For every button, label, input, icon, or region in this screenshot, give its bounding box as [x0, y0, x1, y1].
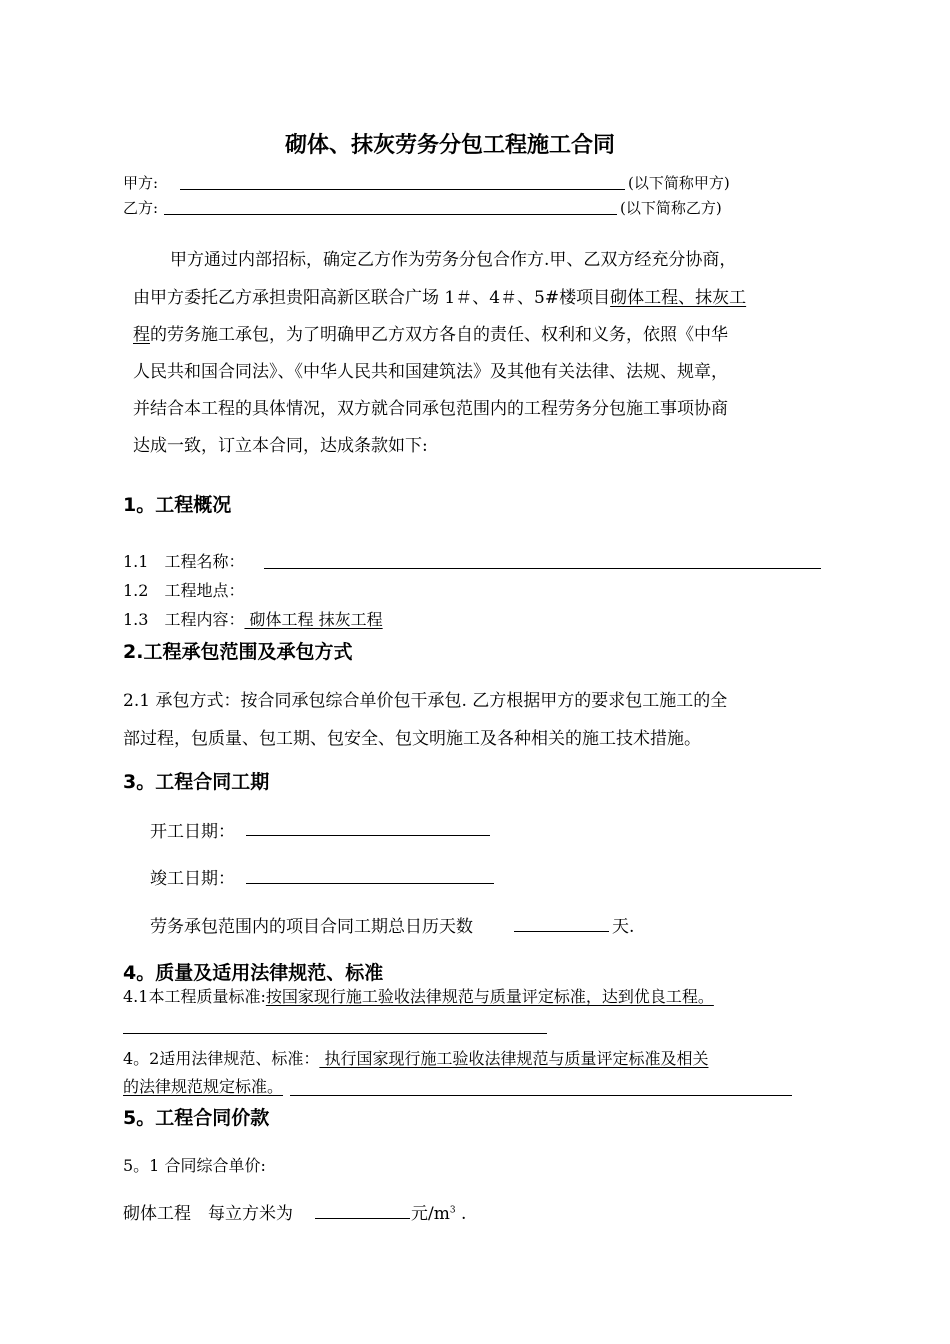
end-date-blank [246, 883, 494, 884]
start-date-blank [246, 835, 490, 836]
start-date-label: 开工日期： [150, 822, 235, 842]
party-b-blank [164, 214, 617, 215]
masonry-price-unit-text: 元/m [411, 1204, 450, 1224]
quality-standard-blank-line [123, 1033, 547, 1034]
applicable-laws-row [123, 1046, 708, 1069]
masonry-price-text: 砌体工程 每立方米为 [123, 1204, 293, 1224]
party-a-blank [180, 189, 625, 190]
end-date-label: 竣工日期： [150, 869, 235, 889]
party-a-note: (以下简称甲方) [628, 174, 730, 192]
masonry-price-blank [315, 1218, 410, 1219]
intro-line-5: 并结合本工程的具体情况，双方就合同承包范围内的工程劳务分包施工事项协商 [133, 399, 728, 419]
applicable-laws-blank-line [290, 1095, 792, 1096]
project-content-label: 1.3 工程内容： [123, 610, 245, 629]
contract-method-line-2: 部过程，包质量、包工期、包安全、包文明施工及各种相关的施工技术措施。 [123, 729, 701, 749]
quality-standard-row [123, 984, 714, 1007]
party-b-label: 乙方: [123, 199, 159, 217]
intro-line-4: 人民共和国合同法》、《中华人民共和国建筑法》及其他有关法律、法规、规章， [133, 362, 728, 382]
section-2-heading: 2.工程承包范围及承包方式 [123, 641, 353, 663]
contract-method-line-1: 2.1 承包方式：按合同承包综合单价包干承包. 乙方根据甲方的要求包工施工的全 [123, 691, 728, 711]
project-content-row [123, 607, 383, 630]
intro-line-2 [133, 283, 746, 308]
project-name-label: 1.1 工程名称： [123, 552, 245, 571]
party-b-note: (以下简称乙方) [620, 199, 722, 217]
intro-scope-underlined: 砌体工程、抹灰工 [610, 288, 747, 308]
intro-line-3 [133, 320, 728, 345]
project-location-label: 1.2 工程地点： [123, 581, 245, 600]
project-content-value: 砌体工程 抹灰工程 [244, 610, 383, 629]
section-3-heading: 3。工程合同工期 [123, 771, 270, 793]
intro-line-2-text: 由甲方委托乙方承担贵阳高新区联合广场 1＃、4＃、5#楼项目 [133, 288, 611, 308]
party-a-label: 甲方: [123, 174, 159, 192]
applicable-laws-value: 执行国家现行施工验收法律规范与质量评定标准及相关 [319, 1049, 709, 1068]
intro-line-1: 甲方通过内部招标，确定乙方作为劳务分包合作方.甲、乙双方经充分协商， [170, 250, 737, 270]
section-4-heading: 4。质量及适用法律规范、标准 [123, 962, 384, 984]
total-days-blank [514, 931, 609, 932]
contract-title: 砌体、抹灰劳务分包工程施工合同 [285, 133, 616, 158]
intro-scope-underlined-end: 程 [133, 325, 150, 345]
unit-price-heading: 5。1 合同综合单价: [123, 1156, 266, 1175]
intro-line-6: 达成一致，订立本合同，达成条款如下: [133, 436, 428, 456]
quality-standard-label: 4.1本工程质量标准: [123, 987, 266, 1006]
total-days-unit: 天. [612, 917, 635, 937]
total-days-text: 劳务承包范围内的项目合同工期总日历天数 [150, 917, 473, 937]
project-name-blank [264, 568, 821, 569]
applicable-laws-continued: 的法律规范规定标准。 [123, 1077, 284, 1096]
applicable-laws-label: 4。2适用法律规范、标准： [123, 1049, 320, 1068]
section-1-heading: 1。工程概况 [123, 494, 232, 516]
section-5-heading: 5。工程合同价款 [123, 1107, 270, 1129]
masonry-price-unit-period: . [455, 1204, 467, 1224]
masonry-price-unit-exponent: 3 [449, 1205, 456, 1216]
quality-standard-value: 按国家现行施工验收法律规范与质量评定标准，达到优良工程。 [265, 987, 714, 1006]
intro-line-3-text: 的劳务施工承包，为了明确甲乙方双方各自的责任、权利和义务，依照《中华 [150, 325, 728, 345]
masonry-price-unit [411, 1199, 466, 1224]
